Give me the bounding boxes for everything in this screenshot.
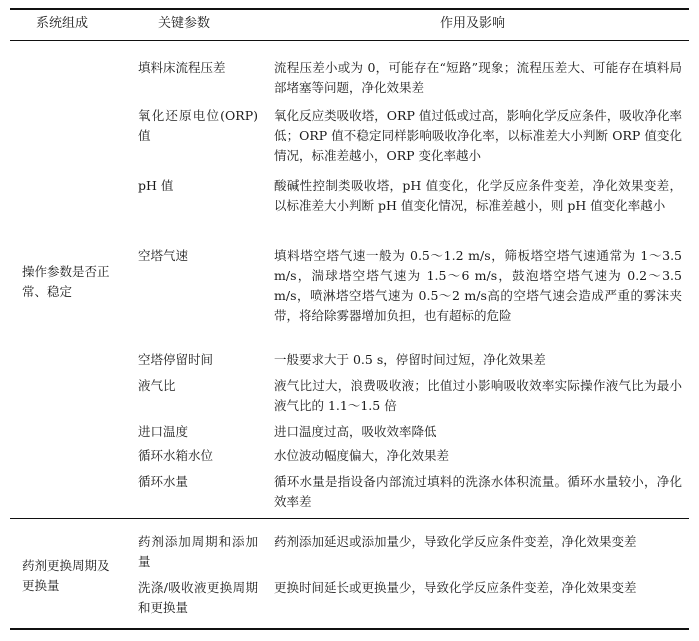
header-effect: 作用及影响 (440, 16, 506, 31)
header-key-param: 关键参数 (158, 16, 211, 31)
effect-liquid-replacement: 更换时间延长或更换量少，导致化学反应条件变差，净化效果变差 (274, 580, 637, 595)
effect-gas-velocity: 填料塔空塔气速一般为 0.5～1.2 m/s，筛板塔空塔气速通常为 1～3.5 m/s，湍球塔空塔气速为 1.5～6 m/s，鼓泡塔空塔气速为 0.2～3.5 m/s，喷淋塔空塔气速为 0.5～2 m/s高的空塔气速会造成严重的雾沫夹带，将给除雾器增加负担，也有超标的危险 (274, 248, 682, 323)
param-orp: 氧化还原电位(ORP)值 (138, 108, 258, 143)
header-system: 系统组成 (36, 16, 89, 31)
header-bottom-rule (10, 40, 689, 41)
effect-pressure-diff: 流程压差小或为 0，可能存在“短路”现象；流程压差大、可能存在填料局部堵塞等问题，净化效果差 (274, 60, 682, 95)
group-label-reagent: 药剂更换周期及更换量 (22, 558, 110, 593)
effect-inlet-temp: 进口温度过高，吸收效率降低 (274, 424, 437, 439)
param-liquid-replacement: 洗涤/吸收液更换周期和更换量 (138, 580, 258, 615)
effect-tank-level: 水位波动幅度偏大，净化效果差 (274, 448, 450, 463)
group-divider-rule (10, 518, 689, 519)
param-gas-velocity: 空塔气速 (138, 248, 189, 263)
param-liquid-gas-ratio: 液气比 (138, 378, 176, 393)
effect-orp: 氧化反应类吸收塔，ORP 值过低或过高，影响化学反应条件，吸收净化率低；ORP 值不稳定同样影响吸收净化率，以标准差大小判断 ORP 值变化情况，标准差越小，ORP 变化率越小 (274, 108, 682, 163)
effect-residence-time: 一般要求大于 0.5 s，停留时间过短，净化效果差 (274, 352, 546, 367)
param-ph: pH 值 (138, 178, 174, 193)
param-tank-level: 循环水箱水位 (138, 448, 214, 463)
param-circulation-flow: 循环水量 (138, 474, 189, 489)
param-pressure-diff: 填料床流程压差 (138, 60, 226, 75)
effect-circulation-flow: 循环水量是指设备内部流过填料的洗涤水体积流量。循环水量较小，净化效率差 (274, 474, 682, 509)
effect-liquid-gas-ratio: 液气比过大，浪费吸收液；比值过小影响吸收效率实际操作液气比为最小液气比的 1.1～1.5 倍 (274, 378, 682, 413)
param-inlet-temp: 进口温度 (138, 424, 189, 439)
effect-ph: 酸碱性控制类吸收塔，pH 值变化，化学反应条件变差，净化效果变差，以标准差大小判断 pH 值变化情况，标准差越小，则 pH 值变化率越小 (274, 178, 682, 213)
table-top-rule (10, 8, 689, 10)
param-dosing-period: 药剂添加周期和添加量 (138, 534, 258, 569)
effect-dosing-period: 药剂添加延迟或添加量少，导致化学反应条件变差，净化效果变差 (274, 534, 637, 549)
group-label-operation: 操作参数是否正常、稳定 (22, 264, 110, 299)
table-bottom-rule (10, 628, 689, 630)
param-residence-time: 空塔停留时间 (138, 352, 214, 367)
